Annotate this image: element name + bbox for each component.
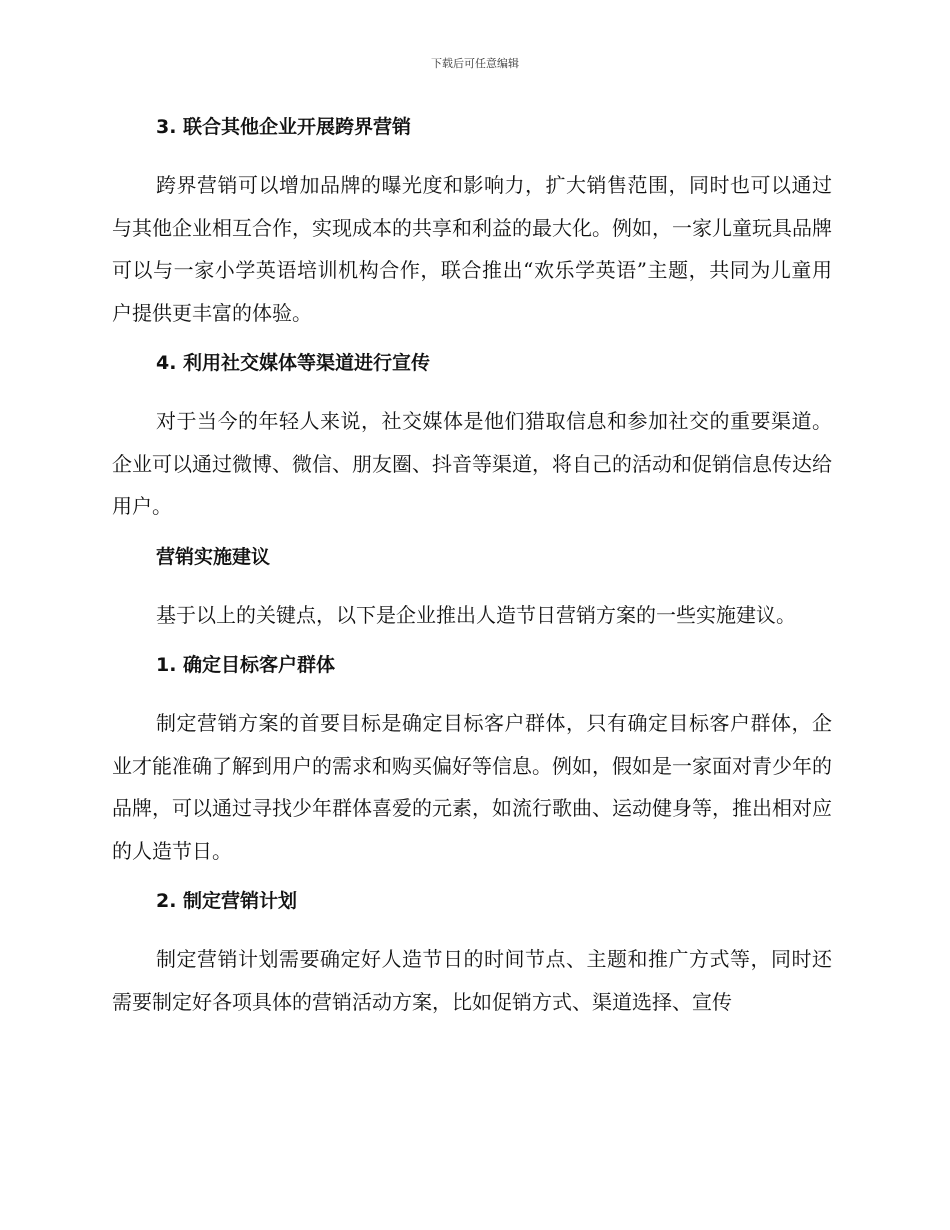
- section-paragraph: 基于以上的关键点，以下是企业推出人造节日营销方案的一些实施建议。: [156, 602, 796, 627]
- section-paragraph: 对于当今的年轻人来说，社交媒体是他们猎取信息和参加社交的重要渠道。企业可以通过微博、微信、朋友圈、抖音等渠道，将自己的活动和促销信息传达给用户。: [112, 409, 832, 518]
- section-heading: 2. 制定营销计划: [156, 890, 298, 912]
- section-heading: 3. 联合其他企业开展跨界营销: [156, 116, 412, 138]
- section-heading: 1. 确定目标客户群体: [156, 654, 336, 676]
- section-paragraph: 制定营销方案的首要目标是确定目标客户群体，只有确定目标客户群体，企业才能准确了解到用户的需求和购买偏好等信息。例如，假如是一家面对青少年的品牌，可以通过寻找少年群体喜爱的元素，如流行歌曲、运动健身等，推出相对应的人造节日。: [112, 711, 832, 863]
- section-marketing-plan: [112, 886, 832, 1023]
- section-social-media: [112, 348, 832, 528]
- section-heading: 4. 利用社交媒体等渠道进行宣传: [156, 352, 431, 374]
- section-heading: 营销实施建议: [156, 545, 271, 568]
- section-implementation-advice: [112, 542, 832, 637]
- section-paragraph: 制定营销计划需要确定好人造节日的时间节点、主题和推广方式等，同时还需要制定好各项具体的营销活动方案，比如促销方式、渠道选择、宣传: [112, 947, 832, 1014]
- header-note: 下载后可任意编辑: [431, 57, 519, 70]
- section-paragraph: 跨界营销可以增加品牌的曝光度和影响力，扩大销售范围，同时也可以通过与其他企业相互合作，实现成本的共享和利益的最大化。例如，一家儿童玩具品牌可以与一家小学英语培训机构合作，联合推出“欢乐学英语”主题，共同为儿童用户提供更丰富的体验。: [112, 173, 832, 325]
- section-target-customers: [112, 650, 832, 872]
- section-cross-border-marketing: [112, 112, 832, 334]
- document-body: [112, 112, 832, 1023]
